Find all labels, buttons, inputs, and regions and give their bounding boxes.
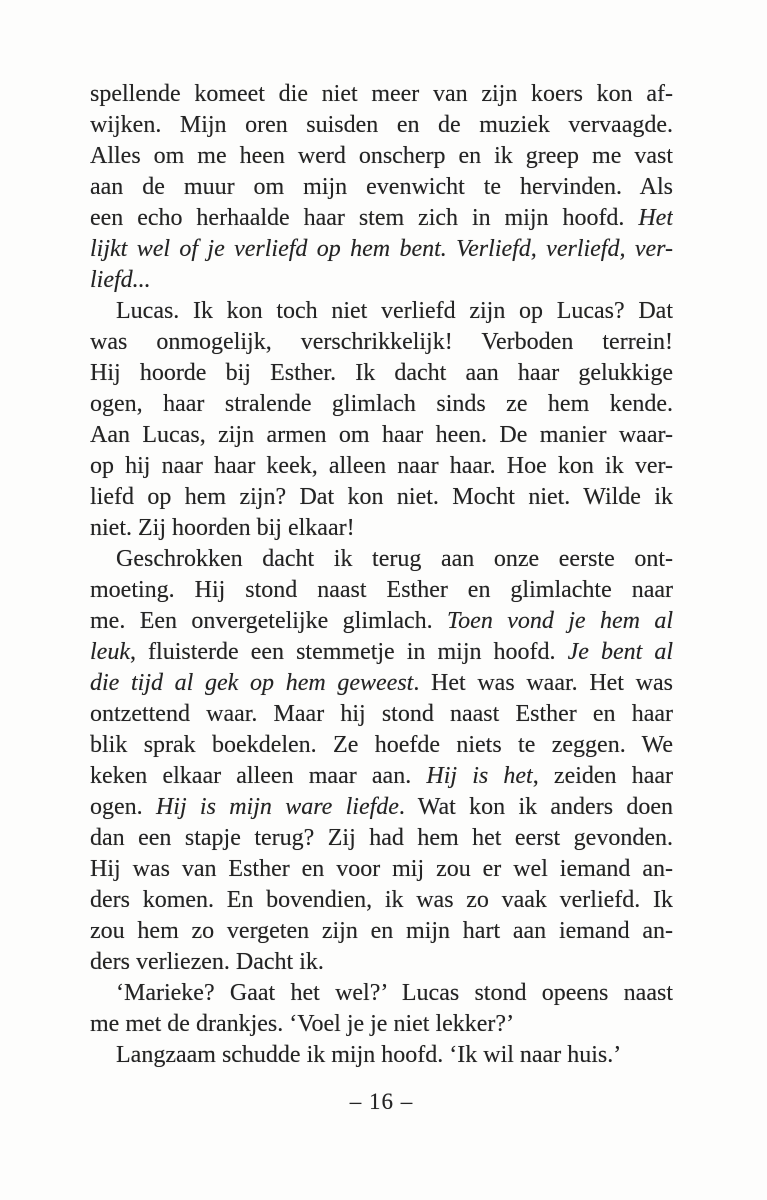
text-segment: Aan Lucas, zijn armen om haar heen. De manier waar- — [90, 422, 673, 448]
text-line — [90, 265, 673, 296]
text-line — [90, 637, 673, 668]
text-segment: . Wat kon ik anders doen — [398, 794, 673, 820]
text-segment: Langzaam schudde ik mijn hoofd. ‘Ik wil naar huis.’ — [116, 1042, 622, 1068]
italic-text-segment: Het — [638, 205, 673, 231]
text-segment: ders komen. En bovendien, ik was zo vaak verliefd. Ik — [90, 887, 673, 913]
text-segment: ogen, haar stralende glimlach sinds ze hem kende. — [90, 391, 673, 417]
italic-text-segment: Hij is het — [426, 763, 533, 789]
text-line — [90, 234, 673, 265]
italic-text-segment: leuk — [90, 639, 130, 665]
text-line — [90, 420, 673, 451]
text-segment: ders verliezen. Dacht ik. — [90, 949, 324, 975]
text-segment: Lucas. Ik kon toch niet verliefd zijn op Lucas? Dat — [116, 298, 673, 324]
text-segment: moeting. Hij stond naast Esther en glimlachte naar — [90, 577, 673, 603]
text-line — [90, 854, 673, 885]
text-line — [90, 79, 673, 110]
text-segment: op hij naar haar keek, alleen naar haar. Hoe kon ik ver- — [90, 453, 673, 479]
text-line — [90, 482, 673, 513]
text-segment: blik sprak boekdelen. Ze hoefde niets te zeggen. We — [90, 732, 673, 758]
paragraph — [90, 296, 673, 544]
text-segment: me. Een onvergetelijke glimlach. — [90, 608, 448, 634]
text-segment: Geschrokken dacht ik terug aan onze eerste ont- — [116, 546, 673, 572]
text-segment: een echo herhaalde haar stem zich in mijn hoofd. — [90, 205, 639, 231]
text-segment: wijken. Mijn oren suisden en de muziek vervaagde. — [90, 112, 673, 138]
text-segment: niet. Zij hoorden bij elkaar! — [90, 515, 355, 541]
italic-text-segment: liefd... — [90, 267, 151, 293]
text-line — [90, 1009, 673, 1040]
paragraph — [90, 544, 673, 978]
page-number: – 16 – — [349, 1089, 414, 1114]
text-line — [90, 296, 673, 327]
paragraph — [90, 79, 673, 296]
text-segment: Hij hoorde bij Esther. Ik dacht aan haar gelukkige — [90, 360, 673, 386]
italic-text-segment: lijkt wel of je verliefd op hem bent. Verliefd, verliefd, ver- — [90, 236, 673, 262]
text-segment: spellende komeet die niet meer van zijn koers kon af- — [90, 81, 673, 107]
text-line — [90, 575, 673, 606]
text-segment: , fluisterde een stemmetje in mijn hoofd. — [129, 639, 568, 665]
text-segment: keken elkaar alleen maar aan. — [90, 763, 427, 789]
text-line — [90, 792, 673, 823]
italic-text-segment: Hij is mijn ware liefde — [155, 794, 399, 820]
text-line — [90, 110, 673, 141]
italic-text-segment: Je bent al — [567, 639, 673, 665]
text-line — [90, 513, 673, 544]
text-line — [90, 668, 673, 699]
text-line — [90, 451, 673, 482]
italic-text-segment: Toen vond je hem al — [447, 608, 673, 634]
text-line — [90, 141, 673, 172]
text-line — [90, 389, 673, 420]
text-line — [90, 947, 673, 978]
paragraph — [90, 978, 673, 1040]
text-segment: . Het was waar. Het was — [413, 670, 673, 696]
text-line — [90, 172, 673, 203]
text-line — [90, 730, 673, 761]
text-line — [90, 916, 673, 947]
text-line — [90, 978, 673, 1009]
text-line — [90, 761, 673, 792]
text-line — [90, 885, 673, 916]
text-line — [90, 823, 673, 854]
text-segment: liefd op hem zijn? Dat kon niet. Mocht niet. Wilde ik — [90, 484, 673, 510]
text-line — [90, 699, 673, 730]
text-segment: zou hem zo vergeten zijn en mijn hart aan iemand an- — [90, 918, 673, 944]
text-line — [90, 1040, 673, 1071]
text-line — [90, 544, 673, 575]
text-segment: dan een stapje terug? Zij had hem het eerst gevonden. — [90, 825, 673, 851]
text-segment: , zeiden haar — [532, 763, 673, 789]
text-segment: ogen. — [90, 794, 156, 820]
italic-text-segment: die tijd al gek op hem geweest — [90, 670, 414, 696]
text-line — [90, 203, 673, 234]
text-segment: me met de drankjes. ‘Voel je je niet lekker?’ — [90, 1011, 515, 1037]
text-block — [90, 79, 673, 1071]
paragraph — [90, 1040, 673, 1071]
text-segment: Alles om me heen werd onscherp en ik greep me vast — [90, 143, 673, 169]
text-line — [90, 606, 673, 637]
text-line — [90, 358, 673, 389]
text-line — [90, 327, 673, 358]
text-segment: ‘Marieke? Gaat het wel?’ Lucas stond opeens naast — [116, 980, 673, 1006]
text-segment: ontzettend waar. Maar hij stond naast Esther en haar — [90, 701, 673, 727]
text-segment: aan de muur om mijn evenwicht te hervinden. Als — [90, 174, 673, 200]
text-segment: Hij was van Esther en voor mij zou er wel iemand an- — [90, 856, 673, 882]
text-segment: was onmogelijk, verschrikkelijk! Verboden terrein! — [90, 329, 673, 355]
